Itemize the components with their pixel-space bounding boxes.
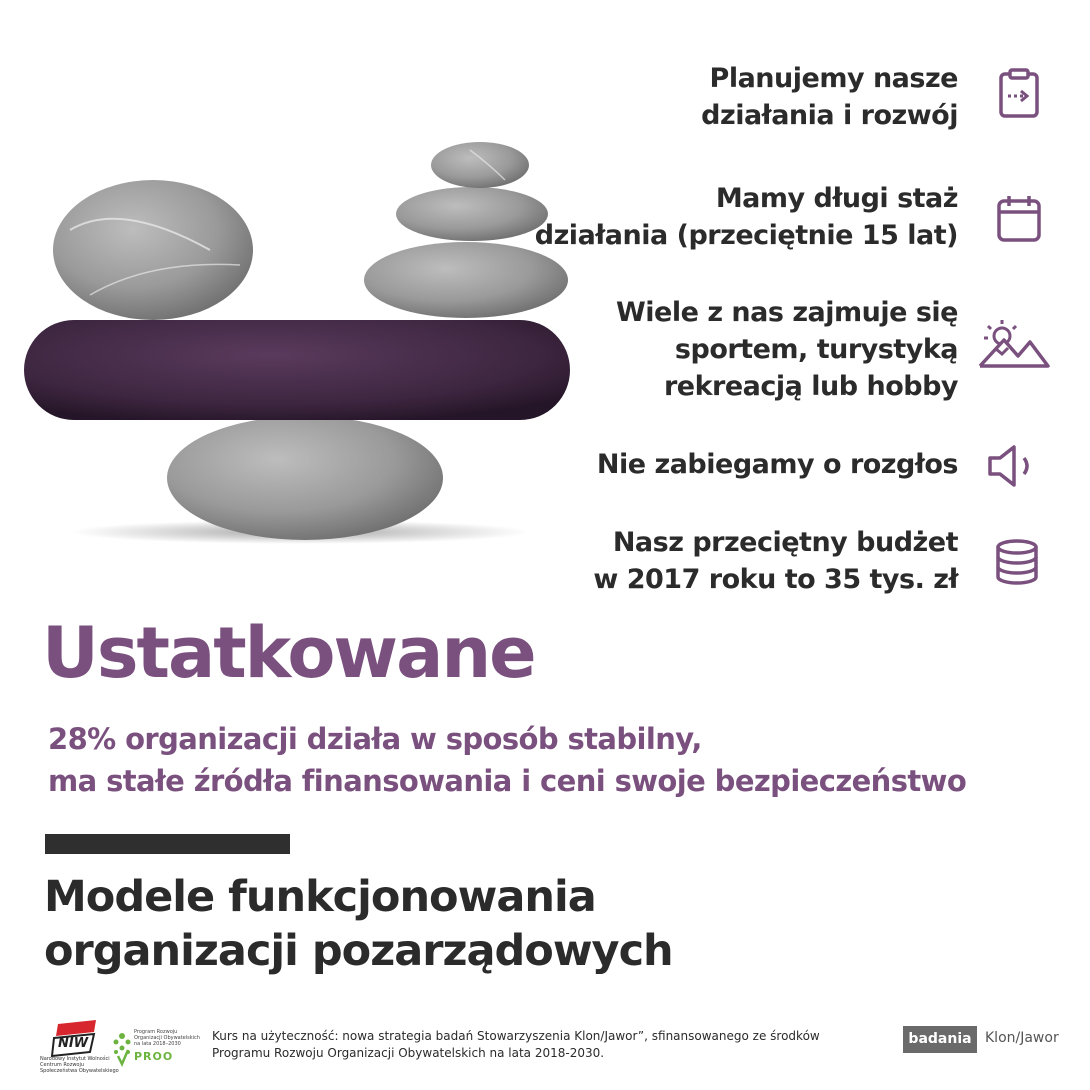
divider-bar bbox=[45, 834, 290, 854]
footer-title-line: Modele funkcjonowania bbox=[44, 872, 596, 922]
feature-line: działania (przeciętnie 15 lat) bbox=[534, 220, 958, 251]
feature-line: działania i rozwój bbox=[701, 100, 958, 131]
proo-logo-subtext: Program Rozwoju Organizacji Obywatelskich na lata 2018–2030 bbox=[134, 1029, 200, 1047]
niw-logo-subtext: Narodowy Instytut Wolności Centrum Rozwoju Społeczeństwa Obywatelskiego bbox=[40, 1056, 119, 1074]
niw-logo-label: NIW bbox=[58, 1036, 89, 1051]
purple-slab bbox=[24, 320, 570, 420]
subline bbox=[48, 718, 1058, 802]
left-stone bbox=[53, 180, 253, 320]
balanced-stones-illustration bbox=[0, 0, 600, 600]
footer-title-line: organizacji pozarządowych bbox=[44, 926, 673, 976]
feature-line: w 2017 roku to 35 tys. zł bbox=[593, 564, 958, 595]
speaker-icon bbox=[986, 444, 1036, 488]
feature-line: sportem, turystyką bbox=[674, 334, 958, 365]
footer-title bbox=[44, 870, 673, 978]
feature-line: Wiele z nas zajmuje się bbox=[616, 297, 958, 328]
funding-credit bbox=[212, 1028, 872, 1062]
credit-line: Programu Rozwoju Organizacji Obywatelskich na lata 2018-2030. bbox=[212, 1046, 605, 1060]
proo-logo-label: PROO bbox=[134, 1050, 174, 1063]
subline-line: ma stałe źródła finansowania i ceni swoje bezpieczeństwo bbox=[48, 764, 967, 798]
clipboard-icon bbox=[998, 68, 1042, 120]
feature-line: Mamy długi staż bbox=[715, 183, 958, 214]
database-stack-icon bbox=[994, 538, 1040, 586]
stack-stone-medium bbox=[396, 187, 548, 241]
feature-line: Planujemy nasze bbox=[709, 63, 958, 94]
headline: Ustatkowane bbox=[42, 612, 535, 694]
stack-stone-small bbox=[431, 142, 529, 188]
feature-line: Nasz przeciętny budżet bbox=[612, 527, 958, 558]
feature-line: Nie zabiegamy o rozgłos bbox=[596, 449, 958, 480]
subline-line: 28% organizacji działa w sposób stabilny, bbox=[48, 722, 702, 756]
feature-line: rekreacją lub hobby bbox=[663, 371, 958, 402]
badania-badge: badania bbox=[903, 1026, 977, 1053]
bottom-stone bbox=[167, 416, 443, 540]
klon-jawor-brand: Klon/Jawor bbox=[985, 1030, 1059, 1046]
mountains-sun-icon bbox=[976, 318, 1052, 370]
calendar-icon bbox=[996, 194, 1042, 244]
credit-line: Kurs na użyteczność: nowa strategia badań Stowarzyszenia Klon/Jawor”, sfinansowanego ze środków bbox=[212, 1029, 820, 1043]
